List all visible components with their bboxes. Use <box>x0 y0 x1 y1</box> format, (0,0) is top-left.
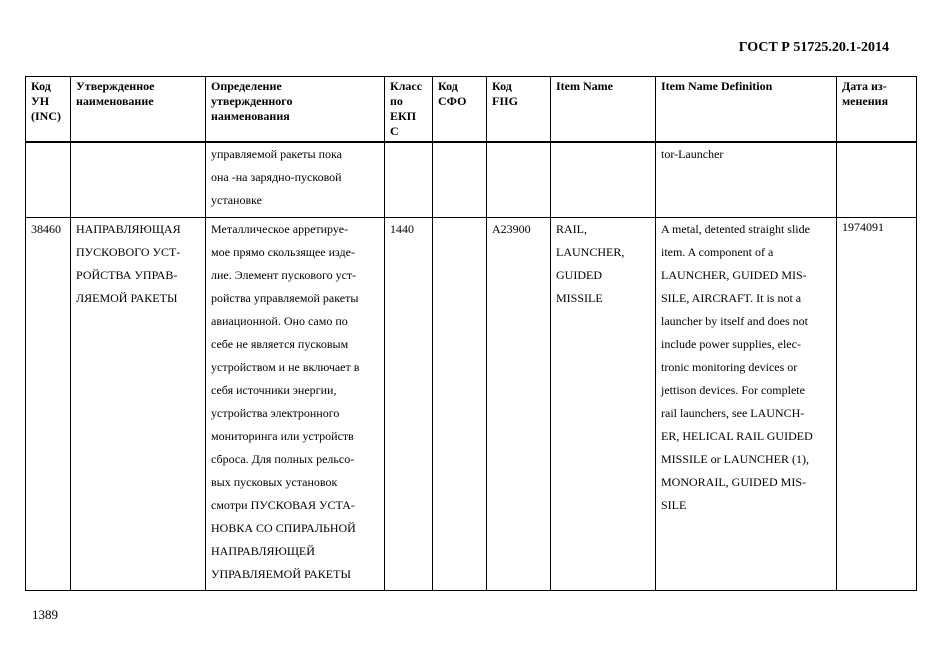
cell-class <box>385 142 433 218</box>
cell-item-name <box>551 142 656 218</box>
cell-item-definition: A metal, detented straight slide item. A component of a LAUNCHER, GUIDED MIS- SILE, AIRCRAFT. It is not a launcher by itself and does not include power supplies, elec- tronic monitoring devices or jettison devices. For complete rail launchers, see LAUNCH- ER, HELICAL RAIL GUIDED MISSILE or LAUNCHER (1), MONORAIL, GUIDED MIS- SILE <box>656 218 837 591</box>
cell-sfo <box>433 142 487 218</box>
cell-item-name: RAIL, LAUNCHER, GUIDED MISSILE <box>551 218 656 591</box>
page-number: 1389 <box>32 607 58 622</box>
cell-change-date: 1974091 <box>837 218 917 591</box>
cell-inc: 38460 <box>26 218 71 591</box>
document-code: ГОСТ Р 51725.20.1-2014 <box>738 40 889 55</box>
cell-fiig <box>487 142 551 218</box>
col-header-change-date: Дата из- менения <box>837 77 917 143</box>
cell-fiig: A23900 <box>487 218 551 591</box>
table-row <box>26 142 917 218</box>
col-header-fiig: Код FIIG <box>487 77 551 143</box>
cell-class: 1440 <box>385 218 433 591</box>
cell-inc <box>26 142 71 218</box>
col-header-item-name-definition: Item Name Definition <box>656 77 837 143</box>
cell-sfo <box>433 218 487 591</box>
cell-approved-name <box>71 142 206 218</box>
cell-definition: управляемой ракеты пока она -на зарядно-пусковой установке <box>206 142 385 218</box>
col-header-inc: Код УН (INC) <box>26 77 71 143</box>
cell-item-definition: tor-Launcher <box>656 142 837 218</box>
col-header-item-name: Item Name <box>551 77 656 143</box>
cell-change-date <box>837 142 917 218</box>
col-header-sfo: Код СФО <box>433 77 487 143</box>
col-header-definition: Определение утвержденного наименования <box>206 77 385 143</box>
col-header-approved-name: Утвержденное наименование <box>71 77 206 143</box>
table-row <box>26 218 917 591</box>
cell-definition: Металлическое арретируе- мое прямо скользящее изде- лие. Элемент пускового уст- ройства управляемой ракеты авиационной. Оно само по себе не является пусковым устройством и не включает в себя источники энергии, устройства электронного мониторинга или устройств сброса. Для полных рельсо- вых пусковых установок смотри ПУСКОВАЯ УСТА- НОВКА СО СПИРАЛЬНОЙ НАПРАВЛЯЮЩЕЙ УПРАВЛЯЕМОЙ РАКЕТЫ <box>206 218 385 591</box>
col-header-class: Класс по ЕКП С <box>385 77 433 143</box>
cell-approved-name: НАПРАВЛЯЮЩАЯ ПУСКОВОГО УСТ- РОЙСТВА УПРАВ- ЛЯЕМОЙ РАКЕТЫ <box>71 218 206 591</box>
table-header-row <box>26 77 917 143</box>
catalog-table <box>25 76 917 591</box>
